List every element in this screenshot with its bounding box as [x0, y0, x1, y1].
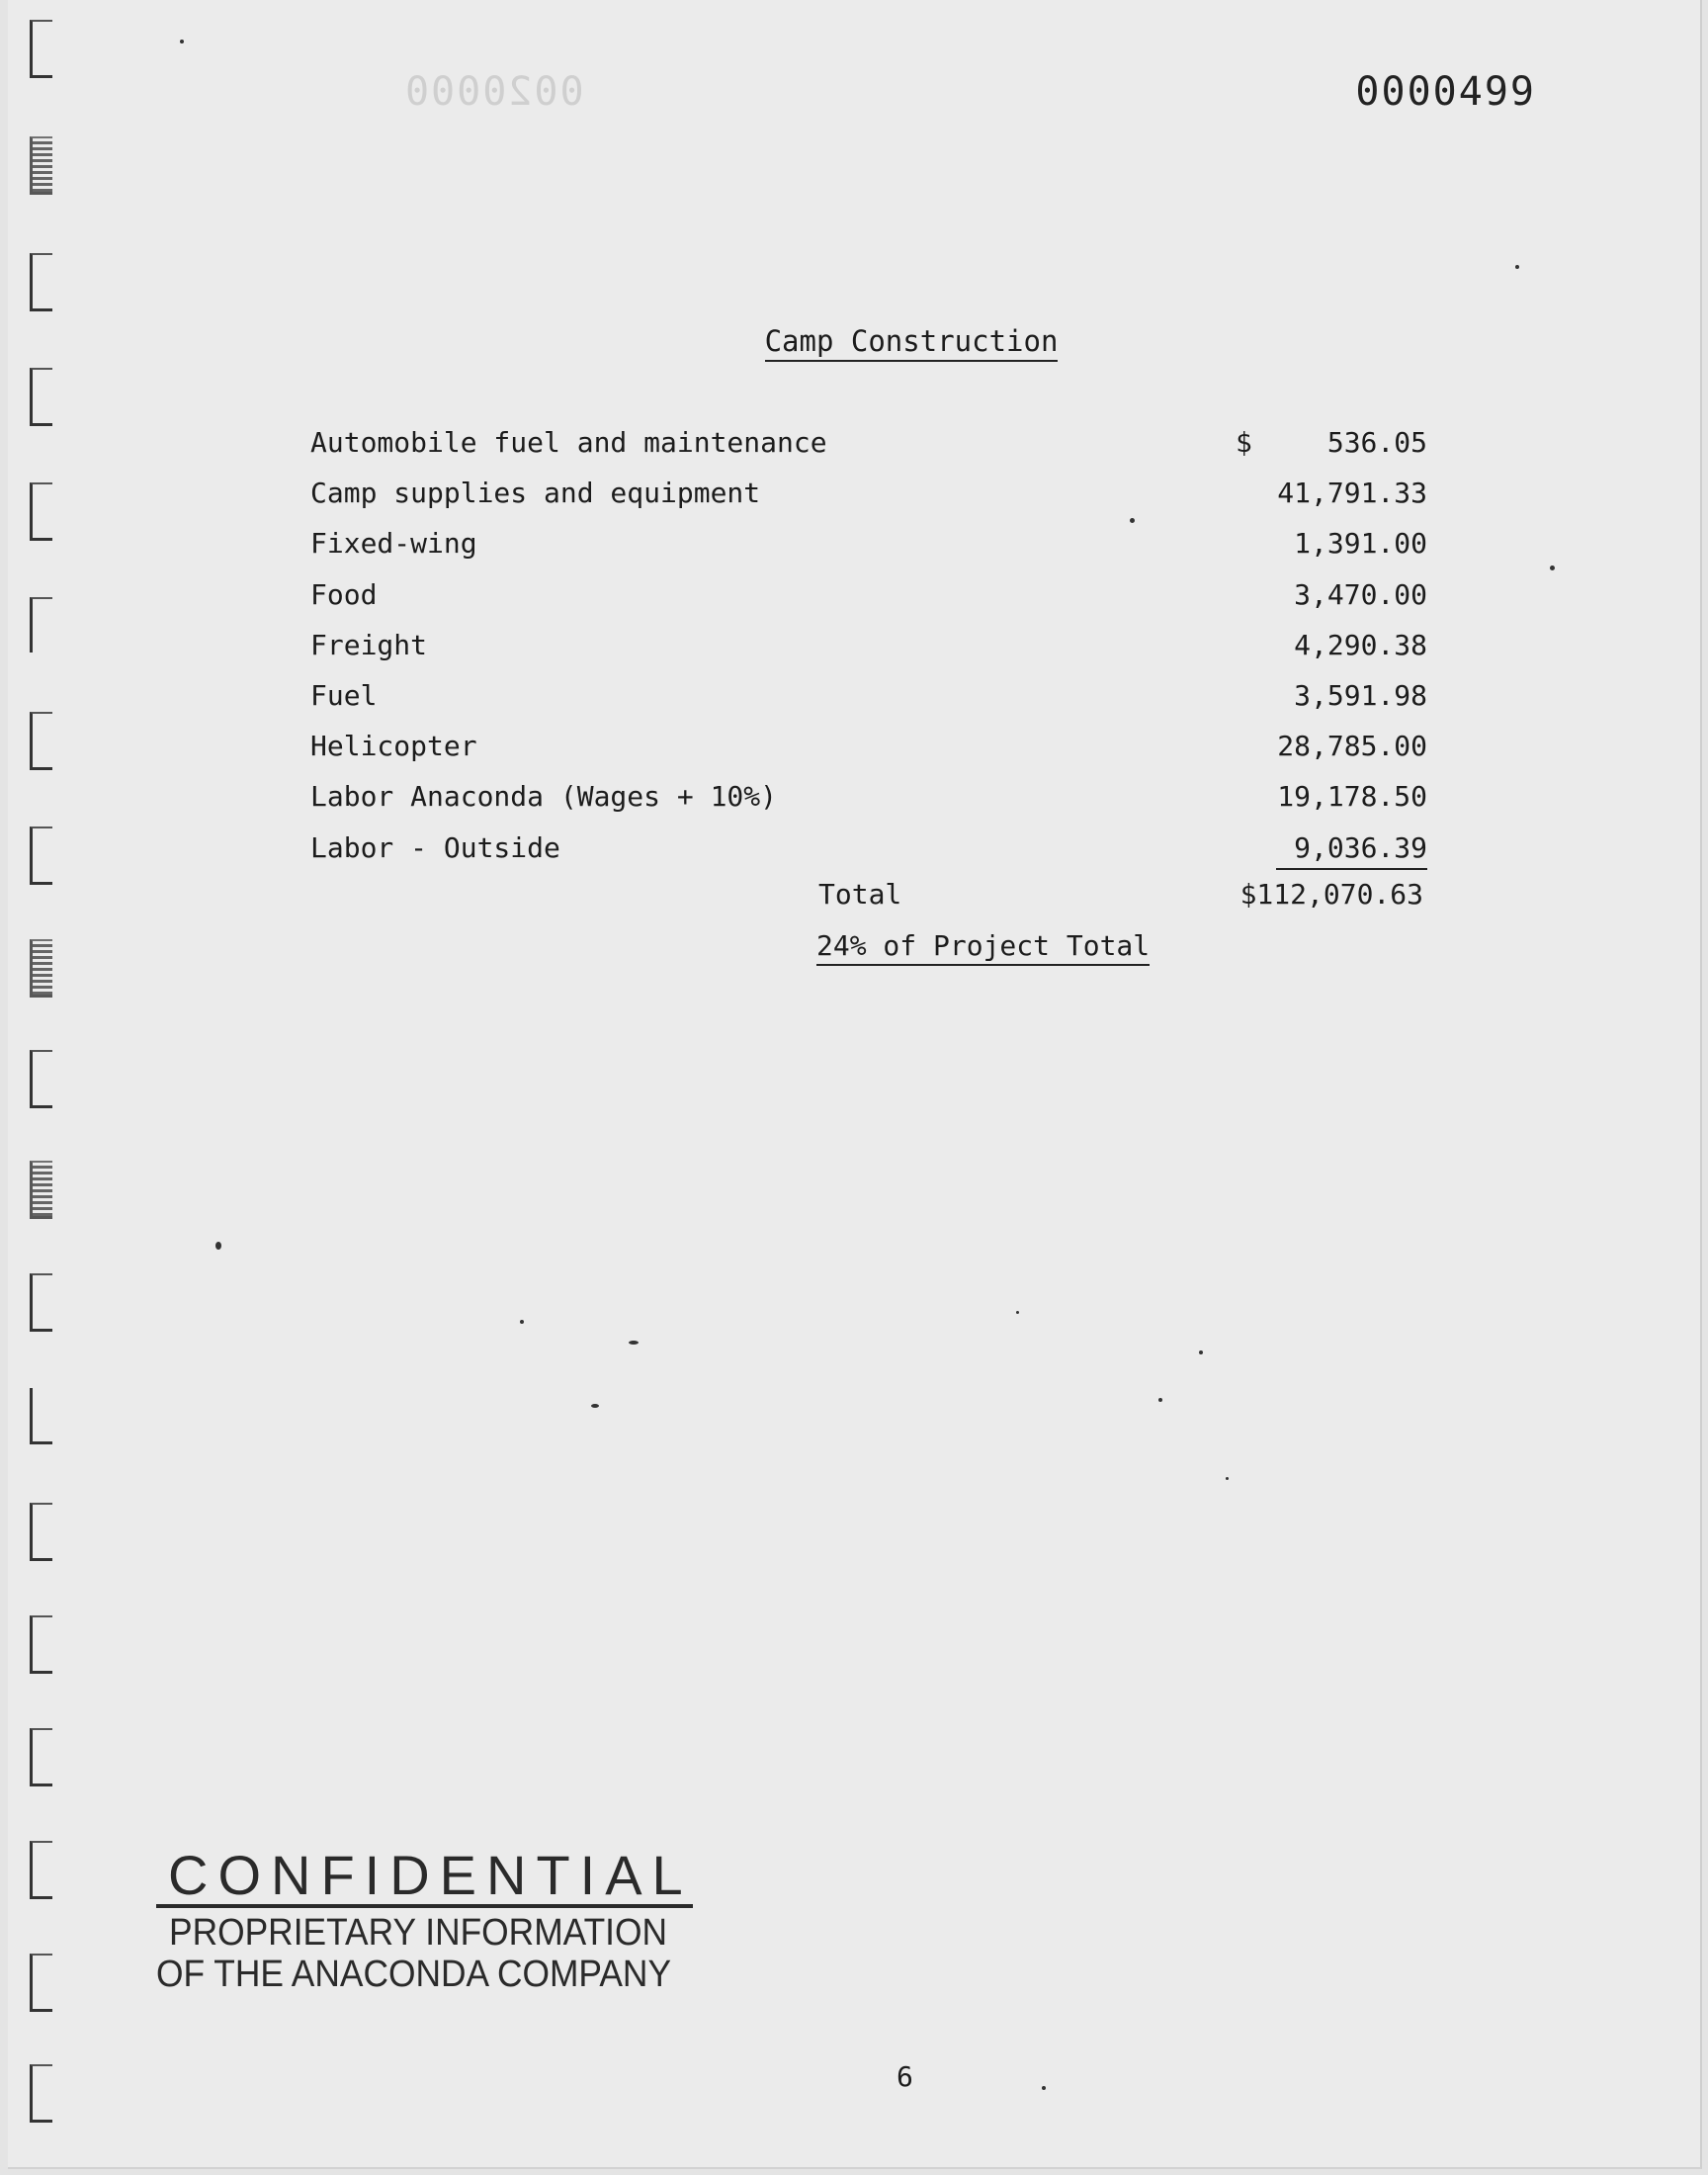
item-label: Fuel — [310, 678, 378, 712]
table-row — [310, 777, 1427, 827]
table-row — [310, 727, 1427, 777]
page-title — [8, 324, 1708, 358]
scan-speck — [591, 1404, 599, 1408]
binder-hole — [30, 1728, 52, 1786]
binder-hole — [30, 1841, 52, 1899]
item-amount: 19,178.50 — [1277, 780, 1427, 814]
item-label: Freight — [310, 628, 428, 661]
item-label: Helicopter — [310, 730, 477, 763]
table-row — [310, 474, 1427, 524]
binder-hole — [30, 368, 52, 426]
table-row — [310, 575, 1427, 626]
scan-speck — [1199, 1350, 1203, 1354]
stamp-line-3: OF THE ANACONDA COMPANY — [156, 1954, 672, 1995]
binder-hole — [30, 1615, 52, 1674]
currency-symbol: $ — [1236, 426, 1252, 459]
binder-hole — [30, 2064, 52, 2123]
binder-hole — [30, 253, 52, 311]
stamp-line-1: CONFIDENTIAL — [156, 1847, 693, 1908]
table-row — [310, 676, 1427, 727]
item-label: Camp supplies and equipment — [310, 477, 761, 510]
scan-speck — [1130, 518, 1135, 523]
percent-note — [816, 929, 1150, 962]
item-label: Automobile fuel and maintenance — [310, 426, 827, 459]
item-amount: 4,290.38 — [1294, 628, 1427, 661]
item-amount: 9,036.39 — [1276, 828, 1427, 870]
item-label: Labor - Outside — [310, 830, 560, 864]
scan-speck — [215, 1242, 221, 1250]
binder-hole — [30, 597, 52, 652]
scan-speck — [629, 1341, 639, 1345]
total-label: Total — [818, 878, 902, 911]
total-amount: $112,070.63 — [1239, 878, 1423, 911]
scan-speck — [1158, 1398, 1162, 1402]
item-label: Food — [310, 577, 378, 611]
cost-table — [310, 423, 1427, 879]
stamp-line-2: PROPRIETARY INFORMATION — [169, 1912, 668, 1954]
item-amount: 3,470.00 — [1294, 577, 1427, 611]
scan-speck — [1550, 566, 1555, 570]
item-amount: 41,791.33 — [1277, 477, 1427, 510]
scan-speck — [1042, 2086, 1046, 2090]
binder-hole — [30, 20, 52, 78]
binder-hole — [30, 1050, 52, 1108]
binder-hole — [30, 1503, 52, 1561]
scan-speck — [1226, 1477, 1229, 1480]
binder-hole — [30, 1161, 52, 1219]
scan-speck — [520, 1320, 524, 1324]
table-row — [310, 828, 1427, 879]
scan-speck — [1515, 265, 1519, 269]
total-row — [8, 878, 1708, 919]
scan-speck — [180, 40, 184, 44]
binder-hole — [30, 826, 52, 885]
confidential-stamp — [156, 1844, 749, 1995]
document-page — [8, 0, 1702, 2169]
item-label: Labor Anaconda (Wages + 10%) — [310, 780, 778, 814]
document-number: 0000499 — [1355, 69, 1536, 115]
page-number: 6 — [897, 2060, 913, 2093]
percent-note-text: 24% of Project Total — [816, 929, 1150, 966]
table-row — [310, 524, 1427, 574]
item-amount: 3,591.98 — [1294, 678, 1427, 712]
binder-hole — [30, 1273, 52, 1332]
bleed-through-number: 0020000 — [403, 69, 584, 115]
scan-speck — [1016, 1311, 1019, 1314]
binder-hole — [30, 136, 52, 195]
item-amount: 536.05 — [1326, 426, 1427, 459]
binder-hole — [30, 712, 52, 770]
item-amount: 28,785.00 — [1277, 730, 1427, 763]
binder-hole — [30, 939, 52, 998]
binder-hole — [30, 482, 52, 541]
item-amount: 1,391.00 — [1294, 527, 1427, 561]
item-label: Fixed-wing — [310, 527, 477, 561]
binder-hole — [30, 1954, 52, 2012]
table-row — [310, 423, 1427, 474]
table-row — [310, 626, 1427, 676]
page-title-text: Camp Construction — [765, 324, 1059, 362]
binder-hole — [30, 1388, 52, 1444]
